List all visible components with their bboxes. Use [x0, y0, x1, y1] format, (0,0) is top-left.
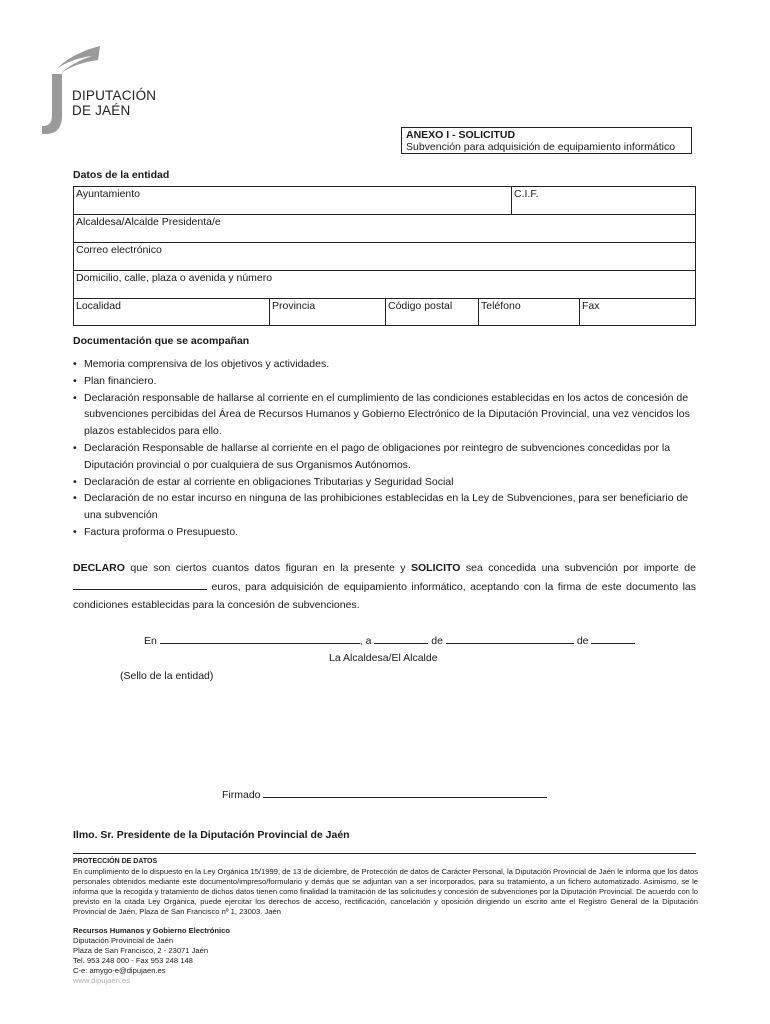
list-item: • Memoria comprensiva de los objetivos y actividades. [73, 356, 698, 373]
signer-role: La Alcaldesa/El Alcalde [329, 652, 438, 664]
annex-subtitle: Subvención para adquisición de equipamiento informático [406, 141, 676, 153]
cif-field[interactable]: C.I.F. [511, 187, 695, 214]
seal-label: (Sello de la entidad) [120, 670, 214, 682]
footer-phone: Tel. 953 248 000 - Fax 953 248 148 [73, 956, 193, 965]
table-row-alcalde [74, 215, 695, 243]
documentation-list [73, 356, 698, 541]
annex-title: ANEXO I - SOLICITUD [406, 129, 516, 141]
logo-line-1: DIPUTACIÓN [72, 88, 157, 103]
day-blank[interactable] [374, 633, 428, 644]
de-label-2: de [576, 635, 589, 647]
list-item: • Declaración Responsable de hallarse al corriente en el pago de obligaciones por reintegro de subvenciones concedidas por la Diputación provincial o por cualquiera de sus Organismos Autónomos. [73, 440, 698, 474]
en-label: En [144, 635, 157, 647]
table-row-localidad [74, 299, 695, 325]
fax-field[interactable]: Fax [579, 299, 695, 325]
list-item: • Factura proforma o Presupuesto. [73, 524, 698, 541]
declaration-text-1: que son ciertos cuantos datos figuran en la presente y [130, 562, 406, 574]
privacy-notice [73, 857, 698, 917]
phone-field[interactable]: Teléfono [478, 299, 579, 325]
provincia-field[interactable]: Provincia [269, 299, 385, 325]
list-item: • Declaración de estar al corriente en obligaciones Tributarias y Seguridad Social [73, 474, 698, 491]
divider [73, 853, 696, 854]
privacy-text: En cumplimiento de lo dispuesto en la Ley Orgánica 15/1999, de 13 de diciembre, de Protección de datos de Carácter Personal, la Diputación Provincial de Jaén le informa que los datos personales obtenidos mediante este documento/impreso/formulario y demás que se adjuntan van a ser incorporados, para su tratamiento, a un fichero automatizado. Asimismo, se le informa que la recogida y tratamiento de dichos datos tienen como finalidad la tramitación de las solicitudes y concesión de subvenciones por la Diputación Provincial. De acuerdo con lo previsto en la citada Ley Orgánica, puede ejercitar los derechos de acceso, rectificación, cancelación y oposición dirigiendo un escrito ante el Registro General de la Diputación Provincial de Jaén, Plaza de San Francisco nº 1, 23003. Jaén [73, 867, 698, 916]
year-blank[interactable] [591, 633, 635, 644]
declaration-text-3: euros, para adquisición de equipamiento informático, aceptando con la firma de este documento las condiciones establecidas para la concesión de subvenciones. [73, 580, 697, 611]
privacy-title: PROTECCIÓN DE DATOS [73, 858, 158, 865]
list-item: • Declaración de no estar incurso en ninguna de las prohibiciones establecidas en la Ley de Subvenciones, para ser beneficiario de una subvención [73, 490, 698, 524]
logo-wordmark [72, 88, 156, 118]
email-field[interactable]: Correo electrónico [76, 244, 162, 256]
declaration-text-2: sea concedida una subvención por importe de [465, 562, 696, 574]
signed-line [222, 787, 547, 801]
entity-section-title: Datos de la entidad [73, 169, 170, 181]
footer-web-link[interactable]: www.dipujaen.es [73, 976, 130, 985]
footer-address: Plaza de San Francisco, 2 - 23071 Jaén [73, 946, 209, 955]
signature-blank[interactable] [263, 787, 547, 798]
de-label-1: de [431, 635, 443, 647]
footer-contact [73, 926, 230, 986]
address-field[interactable]: Domicilio, calle, plaza o avenida y número [76, 272, 273, 284]
documentation-section-title: Documentación que se acompañan [73, 335, 250, 347]
solicito-label: SOLICITO [410, 562, 461, 574]
entity-table [73, 186, 696, 326]
list-item: • Plan financiero. [73, 373, 698, 390]
alcalde-field[interactable]: Alcaldesa/Alcalde Presidenta/e [76, 216, 221, 228]
footer-org: Recursos Humanos y Gobierno Electrónico [73, 926, 230, 935]
a-label: , a [359, 635, 372, 647]
footer-email[interactable]: C-e: amygo-e@dipujaen.es [73, 966, 166, 975]
postal-code-field[interactable]: Código postal [385, 299, 478, 325]
declaro-label: DECLARO [73, 562, 125, 574]
list-item: • Declaración responsable de hallarse al corriente en el cumplimiento de las condiciones establecidas en los actos de concesión de subvenciones percibidas del Área de Recursos Humanos y Gobierno Electrónico de la Diputación Provincial, una vez vencidos los plazos establecidos para ello. [73, 390, 698, 440]
table-row-ayuntamiento [74, 187, 695, 215]
date-line [144, 633, 635, 647]
annex-box [401, 127, 692, 154]
footer-name: Diputación Provincial de Jaén [73, 936, 174, 945]
logo-line-2: DE JAÉN [72, 103, 131, 118]
declaration-paragraph [73, 559, 696, 615]
table-row-domicilio [74, 271, 695, 299]
firmado-label: Firmado [222, 789, 261, 801]
addressee: Ilmo. Sr. Presidente de la Diputación Provincial de Jaén [73, 829, 350, 841]
place-blank[interactable] [160, 633, 360, 644]
ayuntamiento-field[interactable]: Ayuntamiento [76, 188, 141, 200]
localidad-field[interactable]: Localidad [76, 300, 121, 312]
month-blank[interactable] [446, 633, 574, 644]
table-row-correo [74, 243, 695, 271]
amount-blank[interactable] [73, 579, 207, 590]
